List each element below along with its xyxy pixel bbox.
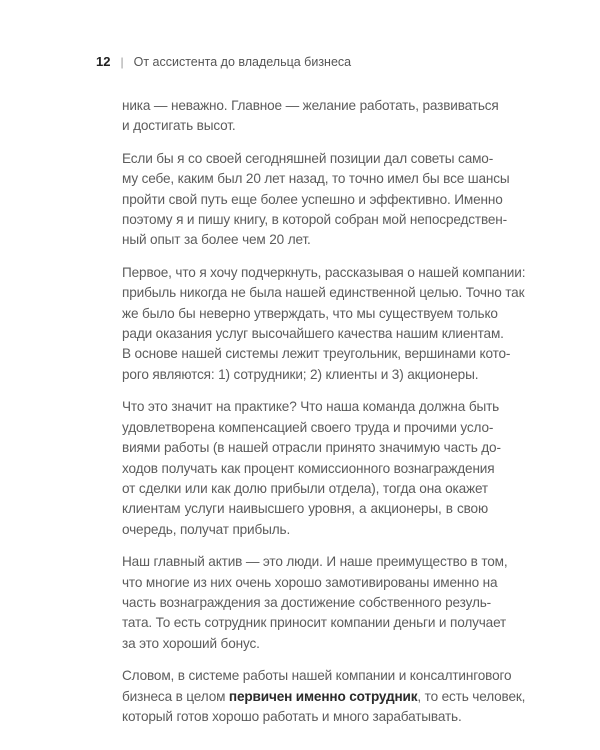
paragraph: [122, 263, 526, 385]
text-line: поэтому я и пишу книгу, в которой собран мой непосредствен-: [122, 212, 508, 228]
running-title: От ассистента до владельца бизнеса: [133, 54, 352, 69]
text-line: Первое, что я хочу подчеркнуть, рассказывая о нашей компании:: [122, 264, 526, 280]
paragraph: [122, 397, 501, 540]
text-line: и достигать высот.: [122, 118, 236, 134]
text-line: Если бы я со своей сегодняшней позиции дал советы само-: [122, 150, 494, 166]
bold-emphasis: первичен именно сотрудник: [228, 688, 418, 704]
text-line: Что это значит на практике? Что наша команда должна быть: [122, 399, 500, 415]
text-line-with-emphasis: [122, 687, 526, 707]
text-line: удовлетворена компенсацией своего труда и прочими усло-: [122, 419, 494, 435]
text-line: Словом, в системе работы нашей компании и консалтингового: [122, 668, 512, 684]
running-header: [96, 54, 351, 69]
text-line: что многие из них очень хорошо замотивированы именно на: [122, 574, 498, 590]
paragraph-conclusion: [122, 666, 526, 727]
paragraph: [122, 149, 510, 251]
text-line: ника — неважно. Главное — желание работать, развиваться: [122, 98, 499, 113]
text-line: тата. То есть сотрудник приносит компании деньги и получает: [122, 615, 507, 631]
page-number: 12: [96, 54, 111, 69]
text-line: же было бы неверно утверждать, что мы существуем только: [122, 305, 498, 321]
paragraph: [122, 552, 508, 654]
text-line: клиентам услуги наивысшего уровня, а акционеры, в свою: [122, 501, 488, 517]
text-line: прибыль никогда не была нашей единственной целью. Точно так: [122, 285, 525, 301]
text-segment: бизнеса в целом: [122, 688, 229, 704]
text-line: му себе, каким был 20 лет назад, то точно имел бы все шансы: [122, 171, 510, 187]
text-line: виями работы (в нашей отрасли принято значимую часть до-: [122, 440, 501, 456]
text-line: очередь, получат прибыль.: [122, 521, 291, 537]
page-body: [122, 96, 526, 739]
text-line: ный опыт за более чем 20 лет.: [122, 232, 311, 248]
text-line: ради оказания услуг высочайшего качества нашим клиентам.: [122, 326, 504, 342]
text-line: который готов хорошо работать и много зарабатывать.: [122, 708, 462, 724]
text-line: от сделки или как долю прибыли отдела), тогда она окажет: [122, 480, 488, 496]
text-line: за это хороший бонус.: [122, 635, 260, 651]
text-line: Наш главный актив — это люди. И наше преимущество в том,: [122, 554, 508, 570]
text-line: В основе нашей системы лежит треугольник, вершинами кото-: [122, 346, 511, 362]
text-segment: , то есть человек,: [417, 688, 526, 704]
text-line: рого являются: 1) сотрудники; 2) клиенты и 3) акционеры.: [122, 366, 479, 382]
text-line: пройти свой путь еще более успешно и эффективно. Именно: [122, 191, 503, 207]
text-line: часть вознаграждения за достижение собственного резуль-: [122, 594, 492, 610]
header-separator: |: [120, 54, 124, 69]
text-line: ходов получать как процент комиссионного вознаграждения: [122, 460, 495, 476]
paragraph: [122, 96, 499, 137]
